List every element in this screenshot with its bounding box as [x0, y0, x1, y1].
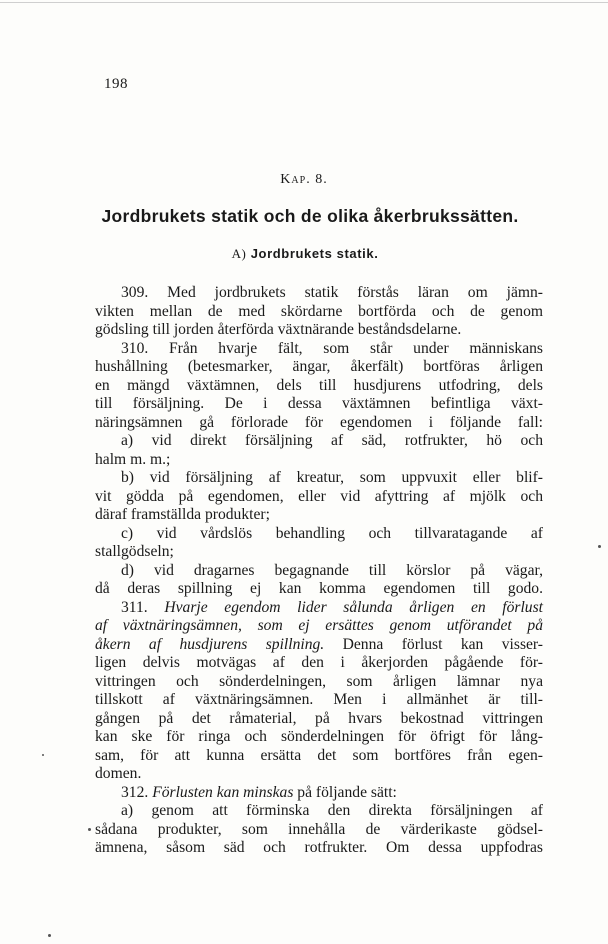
text-line	[95, 765, 543, 784]
text-line	[95, 321, 543, 340]
text-run: 311.	[121, 598, 165, 616]
text-run: stallgödseln;	[95, 543, 174, 560]
page-edge-line	[0, 2, 608, 3]
text-line	[95, 821, 543, 840]
text-line	[95, 562, 543, 581]
text-run: tillskott af växtnäringsämnen. Men i allmänhet är till-	[95, 691, 543, 708]
italic-text: Förlusten kan minskas	[152, 783, 294, 801]
text-run: sam, för att kunna ersätta det som bortföres från egen-	[95, 746, 543, 764]
text-line	[95, 543, 543, 562]
text-line	[95, 377, 543, 396]
section-letter: A)	[231, 246, 247, 261]
print-speck	[48, 934, 51, 937]
text-line	[95, 580, 543, 599]
text-line	[95, 691, 543, 710]
print-speck	[42, 754, 44, 756]
text-run: till försäljning. De i dessa växtämnen befintliga växt-	[95, 395, 543, 412]
text-line	[95, 839, 543, 858]
text-run: på följande sätt:	[293, 783, 397, 801]
text-run: sådana produkter, som innehålla de värderikaste gödsel-	[95, 820, 543, 838]
chapter-prefix: Kap.	[280, 172, 311, 187]
text-run: vikten mellan de med skördarne bortförda och de genom	[95, 302, 543, 320]
text-run: Denna förlust kan visser-	[324, 635, 544, 653]
text-line	[95, 673, 543, 692]
text-line	[95, 728, 543, 747]
text-run: kan ske för ringa och sönderdelningen för öfrigt för lång-	[95, 728, 543, 745]
body-text	[95, 284, 543, 858]
text-run: 309. Med jordbrukets statik förstås läran om jämn-	[121, 284, 543, 301]
text-run: 312.	[121, 783, 153, 801]
text-run: c) vid vårdslös behandling och tillvaratagande af	[121, 524, 543, 542]
text-line	[95, 747, 543, 766]
italic-text: af växtnäringsämnen, som ej ersättes genom utförandet på	[95, 617, 543, 634]
text-line	[95, 414, 543, 433]
print-speck	[88, 828, 91, 831]
text-run: domen.	[95, 765, 142, 782]
text-line	[95, 710, 543, 729]
chapter-title: Jordbrukets statik och de olika åkerbrukssätten.	[101, 206, 519, 226]
text-run: a) vid direkt försäljning af säd, rotfrukter, hö och	[121, 432, 543, 449]
text-line	[95, 802, 543, 821]
text-run: b) vid försäljning af kreatur, som uppvuxit eller blif-	[121, 469, 543, 486]
text-run: näringsämnen gå förlorade för egendomen i följande fall:	[95, 413, 543, 431]
italic-text: Hvarje egendom lider sålunda årligen en förlust	[164, 598, 544, 616]
text-line	[95, 617, 543, 636]
text-run: en mängd växtämnen, dels till husdjurens utfodring, dels	[95, 376, 543, 394]
italic-text: åkern af husdjurens spillning.	[95, 635, 325, 653]
text-run: a) genom att förminska den direkta försäljningen af	[121, 802, 543, 819]
text-run: ligen delvis motvägas af den i åkerjorden pågående för-	[95, 654, 543, 671]
text-run: ämnena, såsom säd och rotfrukter. Om dessa uppfodras	[95, 839, 543, 856]
chapter-number: 8.	[315, 172, 328, 187]
chapter-heading	[0, 172, 608, 188]
text-line	[95, 303, 543, 322]
text-run: då deras spillning ej kan komma egendomen till godo.	[95, 580, 543, 597]
text-run: vittringen och sönderdelningen, som årligen lämnar nya	[95, 672, 543, 690]
text-run: 310. Från hvarje fält, som står under människans	[121, 339, 543, 357]
text-line	[95, 469, 543, 488]
text-line	[95, 395, 543, 414]
text-line	[95, 358, 543, 377]
text-line	[95, 488, 543, 507]
section-title: Jordbrukets statik.	[250, 246, 379, 261]
text-line	[95, 284, 543, 303]
text-line	[95, 525, 543, 544]
text-line	[95, 451, 543, 470]
text-run: halm m. m.;	[95, 450, 171, 468]
text-line	[95, 506, 543, 525]
text-line	[95, 636, 543, 655]
page-number: 198	[104, 76, 128, 92]
print-speck	[598, 545, 601, 548]
text-run: gödsling till jorden återförda växtnärande beståndsdelarne.	[95, 321, 462, 338]
text-run: hushållning (betesmarker, ängar, åkerfält) bortföras årligen	[95, 358, 543, 375]
text-run: däraf framställda produkter;	[95, 506, 270, 523]
text-line	[95, 654, 543, 673]
section-heading	[0, 246, 608, 262]
text-line	[95, 340, 543, 359]
text-run: vit gödda på egendomen, eller vid afyttring af mjölk och	[95, 487, 543, 505]
text-line	[95, 784, 543, 803]
text-line	[95, 599, 543, 618]
text-run: gången på det råmaterial, på hvars bekostnad vittringen	[95, 709, 543, 727]
text-line	[95, 432, 543, 451]
text-run: d) vid dragarnes begagnande till körslor på vägar,	[121, 561, 543, 579]
